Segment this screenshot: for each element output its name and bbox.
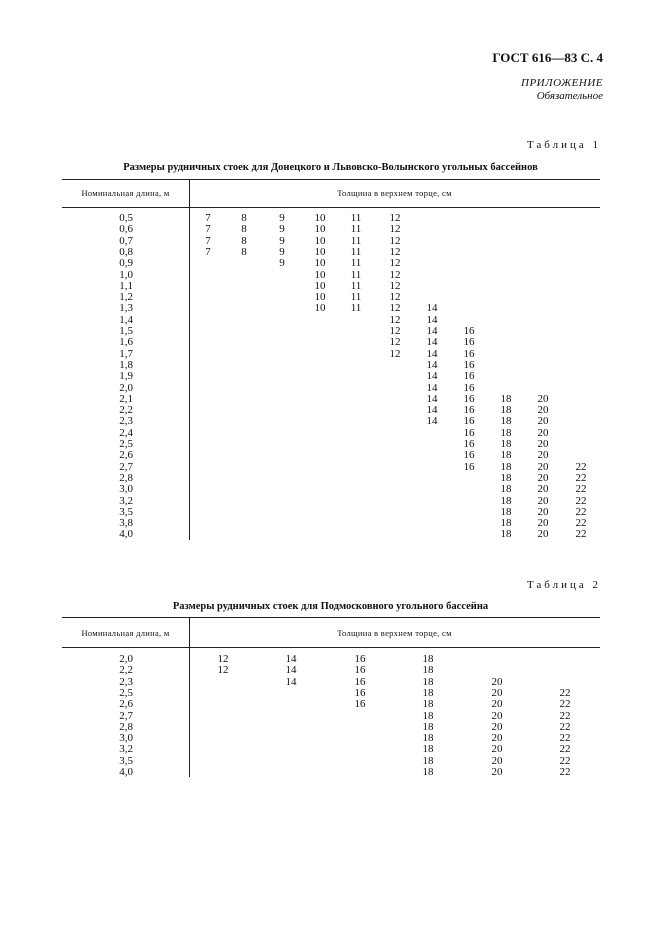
table-cell: 18 (422, 766, 434, 778)
row-length: 2,7 (119, 709, 133, 722)
table-cell: 11 (350, 245, 362, 258)
table-cell: 18 (422, 743, 434, 756)
table-cell: 16 (354, 698, 366, 711)
table-cell: 16 (463, 404, 475, 417)
table-cell: 12 (389, 245, 401, 258)
table-cell: 18 (422, 675, 434, 688)
table-cell: 7 (205, 212, 211, 224)
table-cell: 22 (559, 743, 571, 756)
row-length: 2,3 (119, 415, 133, 428)
table-cell: 18 (422, 653, 434, 665)
table-cell: 11 (350, 234, 362, 247)
table-cell: 22 (575, 460, 587, 473)
row-length: 2,8 (119, 471, 133, 484)
table-cell: 18 (500, 460, 512, 473)
table-cell: 8 (241, 234, 247, 247)
appendix-block (521, 77, 603, 103)
table-cell: 20 (537, 528, 549, 541)
table-cell: 11 (350, 279, 362, 292)
table-cell: 18 (500, 426, 512, 439)
table-cell: 14 (426, 392, 438, 405)
table2-top-rule (62, 617, 600, 618)
row-length: 3,5 (119, 754, 133, 767)
row-length: 2,5 (119, 438, 133, 450)
table-cell: 16 (463, 325, 475, 337)
row-length: 1,7 (119, 347, 133, 360)
table-cell: 16 (463, 347, 475, 360)
table-cell: 18 (500, 494, 512, 507)
table-cell: 20 (537, 392, 549, 405)
row-length: 1,1 (119, 279, 133, 292)
row-length: 2,6 (119, 449, 133, 462)
table2-title: Размеры рудничных стоек для Подмосковного угольного бассейна (172, 601, 489, 612)
row-length: 2,6 (119, 698, 133, 711)
table-cell: 20 (537, 426, 549, 439)
table-cell: 12 (389, 291, 401, 304)
table-cell: 11 (350, 212, 362, 224)
table-cell: 20 (537, 404, 549, 417)
table1-column-divider (189, 179, 190, 540)
table-cell: 10 (314, 279, 326, 292)
row-length: 4,0 (119, 528, 133, 541)
table-cell: 20 (491, 766, 503, 778)
table-cell: 10 (314, 223, 326, 236)
row-length: 2,0 (119, 381, 133, 394)
row-length: 2,5 (119, 686, 133, 699)
row-length: 2,1 (119, 392, 133, 405)
table-cell: 20 (537, 505, 549, 518)
table-cell: 7 (205, 234, 211, 247)
table-cell: 20 (491, 732, 503, 745)
table-cell: 16 (463, 415, 475, 428)
table-cell: 16 (463, 392, 475, 405)
table-cell: 18 (422, 709, 434, 722)
table-cell: 18 (422, 732, 434, 745)
table-cell: 18 (500, 483, 512, 496)
table-cell: 22 (575, 494, 587, 507)
table-cell: 18 (422, 686, 434, 699)
row-length: 2,3 (119, 675, 133, 688)
table-cell: 8 (241, 212, 247, 224)
table-cell: 22 (575, 505, 587, 518)
table-cell: 20 (491, 743, 503, 756)
table1-header-rule (62, 207, 600, 208)
table-cell: 16 (463, 438, 475, 450)
row-length: 1,2 (119, 291, 133, 304)
table-cell: 18 (500, 392, 512, 405)
table-cell: 12 (389, 212, 401, 224)
table-cell: 14 (426, 415, 438, 428)
table-cell: 20 (491, 709, 503, 722)
table-cell: 14 (426, 358, 438, 371)
table-cell: 14 (426, 381, 438, 394)
table-cell: 9 (279, 257, 285, 270)
table-cell: 18 (500, 438, 512, 450)
table2-col-length-header: Номинальная длина, м (81, 628, 170, 638)
table-cell: 20 (491, 720, 503, 733)
table2-header-rule (62, 647, 600, 648)
table-cell: 10 (314, 234, 326, 247)
table-cell: 16 (354, 664, 366, 677)
table-cell: 10 (314, 291, 326, 304)
table-cell: 16 (463, 426, 475, 439)
table-cell: 16 (463, 460, 475, 473)
table1-label: Таблица 1 (526, 139, 601, 151)
table-cell: 14 (426, 347, 438, 360)
row-length: 1,8 (119, 358, 133, 371)
table-cell: 8 (241, 223, 247, 236)
row-length: 2,4 (119, 426, 133, 439)
document-code: ГОСТ 616—83 С. 4 (492, 50, 603, 65)
table-cell: 14 (426, 313, 438, 326)
table-cell: 22 (559, 766, 571, 778)
table-cell: 16 (463, 449, 475, 462)
row-length: 1,5 (119, 325, 133, 337)
table-cell: 12 (217, 653, 229, 665)
table-cell: 12 (389, 257, 401, 270)
table-cell: 12 (389, 268, 401, 281)
table-cell: 22 (559, 686, 571, 699)
table-cell: 22 (559, 732, 571, 745)
appendix-subtitle: Обязательное (536, 90, 603, 102)
table-cell: 20 (537, 460, 549, 473)
table-cell: 9 (279, 212, 285, 224)
table-cell: 16 (463, 358, 475, 371)
table-cell: 14 (426, 336, 438, 349)
table-cell: 10 (314, 268, 326, 281)
table-cell: 22 (575, 483, 587, 496)
table-cell: 20 (537, 494, 549, 507)
row-length: 0,8 (119, 245, 133, 258)
table-cell: 16 (354, 675, 366, 688)
table2-col-thickness-header: Толщина в верхнем торце, см (337, 628, 452, 638)
table-cell: 18 (422, 754, 434, 767)
row-length: 1,3 (119, 302, 133, 315)
table-cell: 12 (389, 325, 401, 337)
table-cell: 11 (350, 257, 362, 270)
appendix-title: ПРИЛОЖЕНИЕ (521, 77, 603, 89)
table-cell: 12 (389, 347, 401, 360)
table-cell: 20 (537, 415, 549, 428)
table-cell: 18 (500, 517, 512, 530)
row-length: 2,7 (119, 460, 133, 473)
row-length: 0,9 (119, 257, 133, 270)
table-cell: 11 (350, 302, 362, 315)
table-cell: 8 (241, 245, 247, 258)
table-cell: 22 (559, 754, 571, 767)
table-cell: 18 (500, 528, 512, 541)
table-cell: 10 (314, 302, 326, 315)
row-length: 1,4 (119, 313, 133, 326)
table-cell: 12 (389, 302, 401, 315)
row-length: 3,0 (119, 732, 133, 745)
table-cell: 14 (426, 404, 438, 417)
table-cell: 18 (500, 471, 512, 484)
row-length: 2,0 (119, 653, 133, 665)
table-cell: 14 (426, 370, 438, 383)
table-cell: 14 (426, 302, 438, 315)
table-cell: 22 (559, 698, 571, 711)
table-cell: 18 (500, 505, 512, 518)
row-length: 1,6 (119, 336, 133, 349)
table-cell: 20 (491, 754, 503, 767)
table-cell: 10 (314, 212, 326, 224)
table-cell: 22 (559, 709, 571, 722)
table-cell: 14 (285, 653, 297, 665)
table-cell: 10 (314, 257, 326, 270)
row-length: 3,2 (119, 494, 133, 507)
table-cell: 10 (314, 245, 326, 258)
table-cell: 20 (537, 438, 549, 450)
table-cell: 22 (575, 528, 587, 541)
table-cell: 22 (575, 517, 587, 530)
table-cell: 12 (389, 279, 401, 292)
table-cell: 9 (279, 223, 285, 236)
table-cell: 7 (205, 223, 211, 236)
table-cell: 12 (389, 313, 401, 326)
table-cell: 11 (350, 291, 362, 304)
table-cell: 20 (491, 675, 503, 688)
table-cell: 14 (285, 664, 297, 677)
row-length: 0,7 (119, 234, 133, 247)
table-cell: 16 (463, 336, 475, 349)
row-length: 3,0 (119, 483, 133, 496)
table-cell: 9 (279, 245, 285, 258)
table-cell: 20 (537, 449, 549, 462)
table-cell: 20 (537, 517, 549, 530)
table-cell: 20 (491, 686, 503, 699)
table-cell: 16 (354, 686, 366, 699)
table-cell: 16 (463, 381, 475, 394)
row-length: 2,8 (119, 720, 133, 733)
table-cell: 22 (559, 720, 571, 733)
table-cell: 9 (279, 234, 285, 247)
row-length: 1,9 (119, 370, 133, 383)
table2-label: Таблица 2 (526, 579, 601, 591)
table-cell: 18 (500, 415, 512, 428)
table2-column-divider (189, 617, 190, 777)
table1-title: Размеры рудничных стоек для Донецкого и Львовско-Волынского угольных бассейнов (123, 162, 538, 173)
table-cell: 18 (500, 404, 512, 417)
row-length: 1,0 (119, 268, 133, 281)
table-cell: 7 (205, 245, 211, 258)
table-cell: 16 (463, 370, 475, 383)
table-cell: 20 (537, 471, 549, 484)
table-cell: 12 (389, 223, 401, 236)
row-length: 2,2 (119, 664, 133, 677)
table1-top-rule (62, 179, 600, 180)
table-cell: 11 (350, 223, 362, 236)
table-cell: 18 (500, 449, 512, 462)
table-cell: 20 (491, 698, 503, 711)
row-length: 3,5 (119, 505, 133, 518)
table-cell: 12 (389, 234, 401, 247)
table-cell: 20 (537, 483, 549, 496)
table-cell: 11 (350, 268, 362, 281)
table1-col-thickness-header: Толщина в верхнем торце, см (337, 188, 452, 198)
row-length: 3,8 (119, 517, 133, 530)
table-cell: 12 (217, 664, 229, 677)
table-cell: 18 (422, 664, 434, 677)
row-length: 0,6 (119, 223, 133, 236)
table-cell: 18 (422, 720, 434, 733)
table1-col-length-header: Номинальная длина, м (81, 188, 170, 198)
table-cell: 16 (354, 653, 366, 665)
row-length: 3,2 (119, 743, 133, 756)
row-length: 2,2 (119, 404, 133, 417)
table-cell: 14 (426, 325, 438, 337)
table-cell: 22 (575, 471, 587, 484)
table-cell: 18 (422, 698, 434, 711)
table-cell: 12 (389, 336, 401, 349)
row-length: 4,0 (119, 766, 133, 778)
row-length: 0,5 (119, 212, 133, 224)
table-cell: 14 (285, 675, 297, 688)
